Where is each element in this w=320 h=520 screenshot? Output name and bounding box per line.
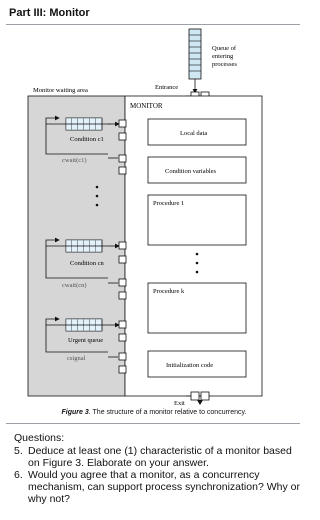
procedure-1-label: Procedure 1: [153, 200, 185, 207]
question-5-number: 5.: [14, 445, 23, 457]
figure-caption-label: Figure 3: [61, 409, 89, 416]
initialization-code-label: Initialization code: [166, 362, 214, 369]
monitor-gates: [119, 120, 126, 373]
question-5-text: Deduce at least one (1) characteristic of a monitor based on Figure 3. Elaborate on your answer.: [28, 445, 292, 469]
caption-divider: [6, 423, 300, 424]
entrance-label: Entrance: [155, 84, 179, 91]
figure-caption: [0, 409, 308, 416]
entering-queue: [189, 29, 237, 93]
procedure-k-label: Procedure k: [153, 288, 185, 295]
question-6-number: 6.: [14, 469, 23, 481]
question-5: [14, 445, 302, 469]
csignal-label: csignal: [67, 355, 86, 362]
cwait-cn-label: cwait(cn): [62, 282, 87, 289]
waiting-area-label: Monitor waiting area: [33, 87, 88, 94]
questions-heading: Questions:: [14, 432, 65, 444]
question-6-text: Would you agree that a monitor, as a concurrency mechanism, can support process synchronization? Why or why not?: [28, 469, 300, 505]
figure-caption-text: . The structure of a monitor relative to concurrency.: [88, 409, 247, 416]
cwait-c1-label: cwait(c1): [62, 157, 87, 164]
exit-arrow-icon: [197, 400, 203, 405]
exit-label: Exit: [174, 400, 185, 405]
urgent-queue-label: Urgent queue: [68, 337, 104, 344]
condition-variables-label: Condition variables: [165, 168, 217, 175]
question-6: [14, 469, 302, 505]
condition-cn-label: Condition cn: [70, 260, 104, 267]
questions-section: [14, 432, 302, 505]
queue-label-2: entering: [212, 53, 234, 60]
monitor-label: MONITOR: [130, 102, 163, 110]
part-title: Part III: Monitor: [9, 7, 90, 19]
queue-label-3: processes: [212, 61, 237, 68]
local-data-label: Local data: [180, 130, 208, 137]
queue-label-1: Queue of: [212, 45, 237, 52]
condition-c1-label: Condition c1: [70, 136, 104, 143]
